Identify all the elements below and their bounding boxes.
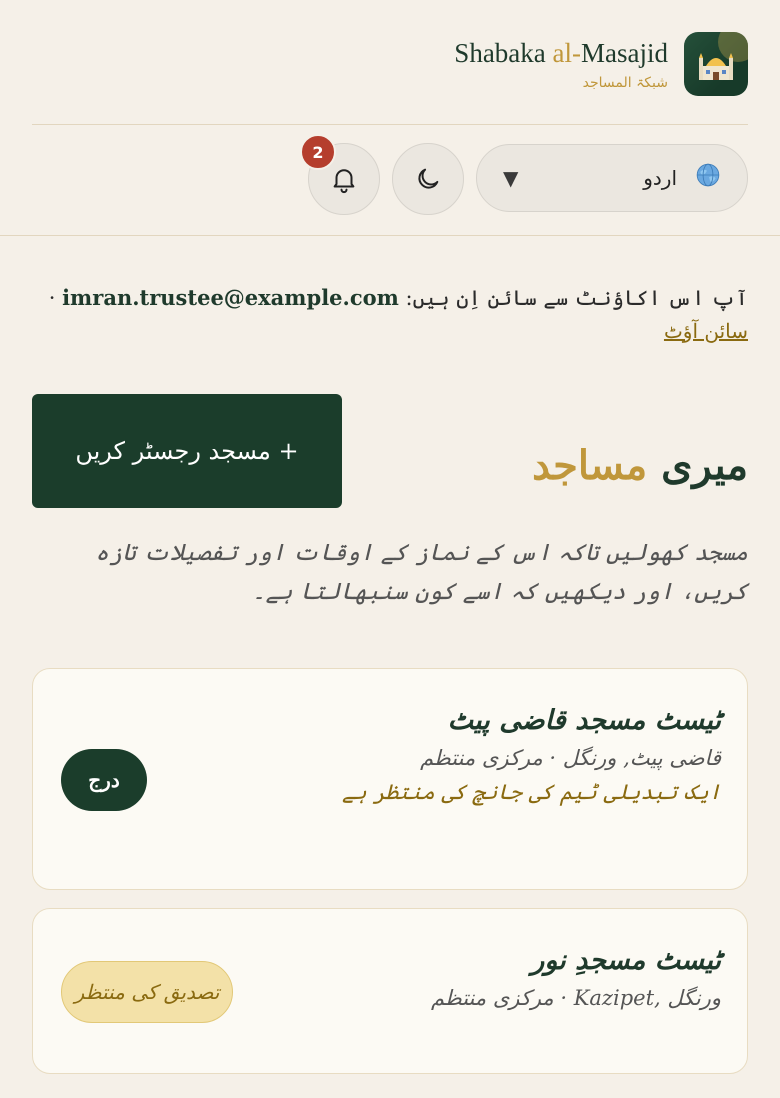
bell-icon <box>329 164 359 194</box>
notification-count-badge: 2 <box>300 134 336 170</box>
account-email: imran.trustee@example.com <box>62 285 399 310</box>
sign-out-link[interactable]: سائن آؤٹ <box>663 318 748 343</box>
app-header <box>0 0 780 236</box>
chevron-down-icon: ▼ <box>503 166 519 190</box>
theme-toggle-button[interactable] <box>392 143 464 215</box>
moon-icon <box>414 165 442 193</box>
status-badge: درج <box>61 749 147 811</box>
mosque-location: قاضی پیٹ, ورنگل · مرکزی منتظم <box>420 746 721 770</box>
mosque-name: ٹیسٹ مسجد قاضی پیٹ <box>447 705 721 736</box>
page-title: میری مساجد <box>532 442 748 489</box>
header-divider <box>32 124 748 125</box>
logo <box>684 32 748 96</box>
mosque-name: ٹیسٹ مسجدِ نور <box>531 945 721 976</box>
language-select[interactable] <box>476 144 748 212</box>
register-mosque-button[interactable]: + مسجد رجسٹر کریں <box>32 394 342 508</box>
mosque-card[interactable] <box>32 668 748 890</box>
status-badge: تصدیق کی منتظر <box>61 961 233 1023</box>
signed-in-label: آپ اس اکاؤنٹ سے سائن اِن ہیں: <box>405 286 748 310</box>
mosque-icon <box>696 44 736 84</box>
mosque-card[interactable] <box>32 908 748 1074</box>
mosque-note: ایک تبدیلی ٹیم کی جانچ کی منتظر ہے <box>342 780 721 804</box>
signed-in-info <box>32 282 748 347</box>
separator: · <box>48 286 56 310</box>
brand[interactable] <box>454 30 748 98</box>
brand-name: Shabaka al-Masajid <box>454 37 668 68</box>
globe-icon <box>695 162 721 194</box>
page-subtitle: مسجد کھولیں تاکہ اس کے نماز کے اوقات اور تفصیلات تازہ کریں، اور دیکھیں کہ اسے کون سنبھالتا ہے۔ <box>95 540 748 606</box>
language-selected-value: اردو <box>643 166 677 190</box>
brand-subtitle: شبکۃ المساجد <box>582 74 668 91</box>
mosque-location: ورنگل ,Kazipet · مرکزی منتظم <box>431 986 721 1010</box>
